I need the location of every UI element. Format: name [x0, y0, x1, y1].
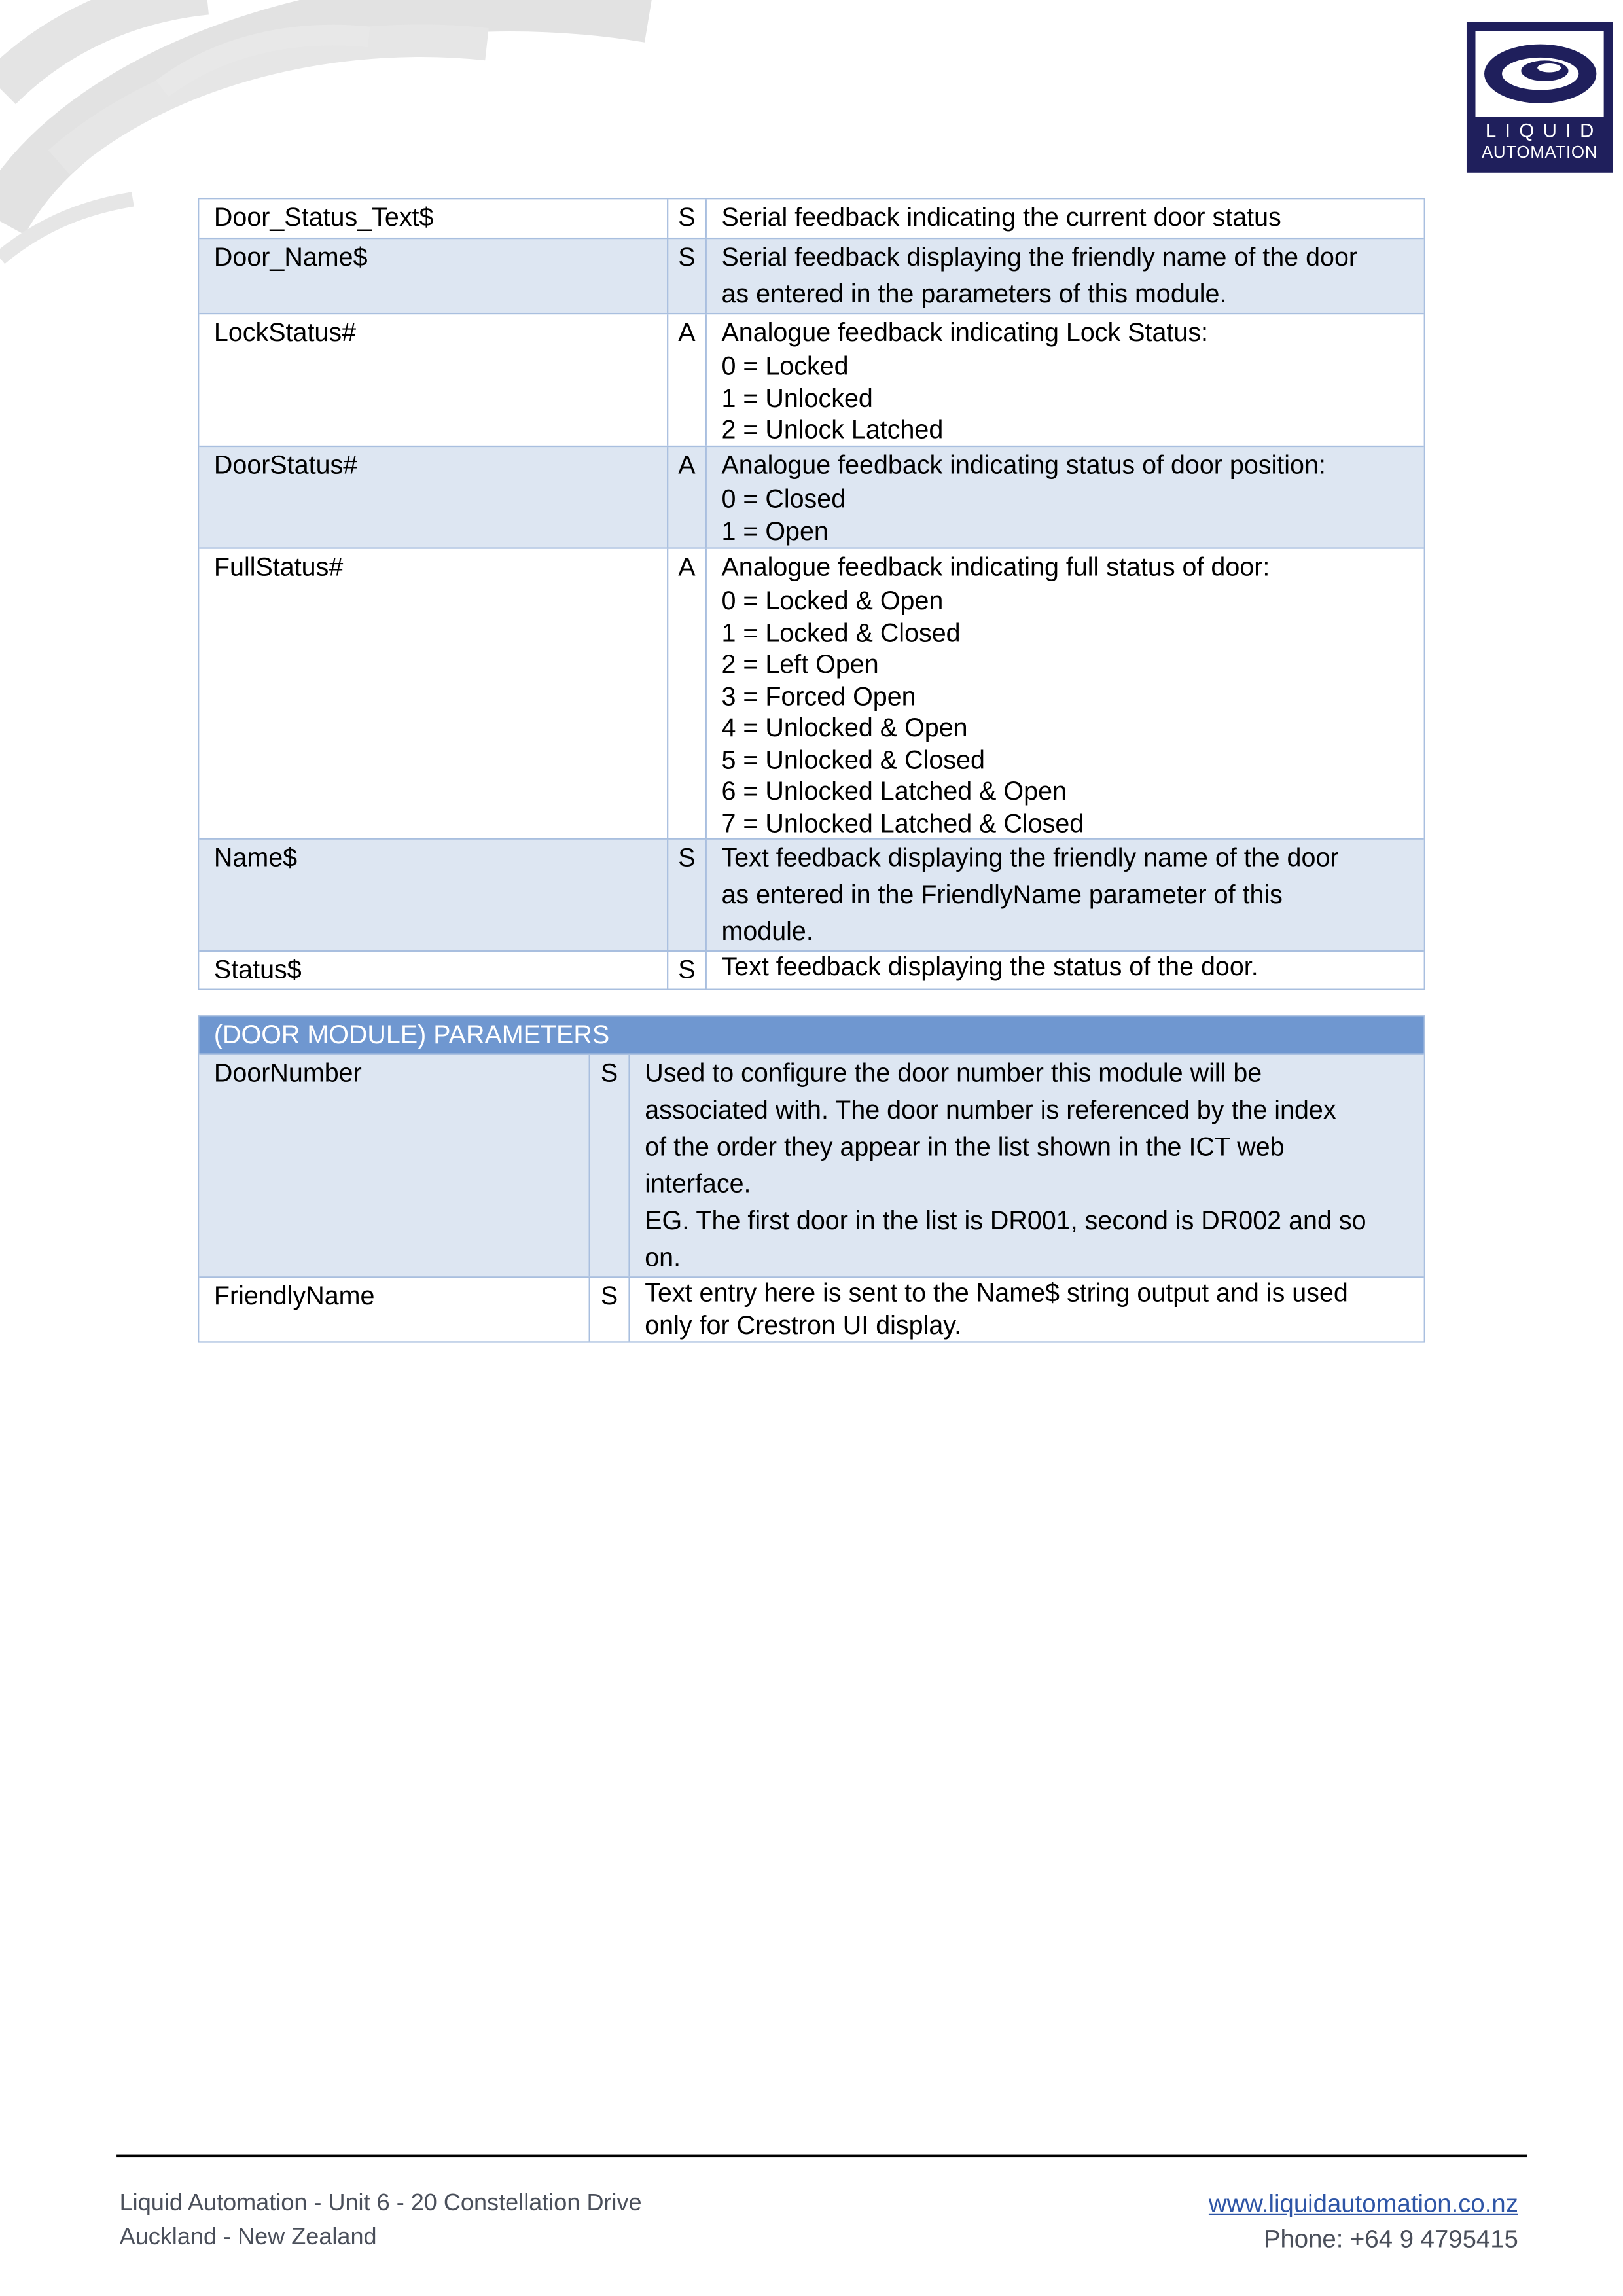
signal-name: Name$ — [213, 842, 298, 872]
signal-description-cell — [705, 447, 1424, 547]
signal-name-cell — [199, 314, 667, 446]
signal-description-cell — [628, 1278, 1423, 1341]
description-value-line: only for Crestron UI display. — [645, 1309, 962, 1339]
signal-type-cell — [667, 549, 705, 838]
footer-address-line1: Liquid Automation - Unit 6 - 20 Constellation Drive — [119, 2191, 642, 2217]
signal-type: A — [678, 552, 696, 582]
table-row — [199, 199, 1423, 238]
signal-name: FullStatus# — [213, 552, 344, 582]
signal-name: DoorStatus# — [213, 450, 358, 480]
description-line: Analogue feedback indicating Lock Status: — [721, 317, 1209, 347]
description-line: Serial feedback indicating the current door status — [721, 202, 1281, 232]
signal-type-cell — [667, 199, 705, 238]
signal-type: A — [678, 450, 696, 480]
signal-description-cell — [705, 952, 1424, 988]
signal-name: Door_Status_Text$ — [213, 202, 434, 232]
description-line: as entered in the FriendlyName parameter of this — [721, 879, 1283, 909]
signal-type-cell — [667, 239, 705, 313]
signal-description-cell — [705, 549, 1424, 838]
signal-type: S — [678, 242, 696, 272]
signal-type-cell — [667, 840, 705, 950]
footer-address — [120, 2187, 642, 2255]
signal-name-cell — [199, 952, 667, 988]
signal-description-cell — [705, 199, 1424, 238]
signal-name: Door_Name$ — [213, 242, 368, 272]
description-line: module. — [721, 916, 813, 946]
description-value-line: 6 = Unlocked Latched & Open — [721, 776, 1067, 806]
description-line: Analogue feedback indicating status of door position: — [721, 450, 1326, 480]
description-value-line: 0 = Locked — [721, 351, 849, 381]
parameters-table — [198, 1015, 1425, 1342]
description-line: on. — [645, 1242, 681, 1272]
signal-name-cell — [199, 239, 667, 313]
description-line: Used to configure the door number this module will be — [645, 1058, 1262, 1088]
logo-text-automation: AUTOMATION — [1481, 144, 1598, 162]
table-row — [199, 838, 1423, 950]
signal-description-cell — [705, 840, 1424, 950]
description-value-line: 2 = Unlock Latched — [721, 414, 944, 444]
table-row — [199, 547, 1423, 838]
signal-type-cell — [667, 447, 705, 547]
swirl-logo-icon — [1476, 31, 1604, 117]
description-value-line: 2 = Left Open — [721, 649, 879, 679]
footer-phone: Phone: +64 9 4795415 — [1263, 2225, 1518, 2253]
description-value-line: 1 = Open — [721, 515, 829, 546]
description-line: Serial feedback displaying the friendly name of the door — [721, 242, 1358, 272]
description-value-line: 0 = Locked & Open — [721, 586, 944, 616]
signal-name-cell — [199, 199, 667, 238]
description-line: Text feedback displaying the friendly name of the door — [721, 842, 1339, 872]
description-line: associated with. The door number is referenced by the index — [645, 1094, 1336, 1124]
liquid-automation-logo — [1467, 22, 1613, 173]
table-row — [199, 446, 1423, 548]
signal-type: S — [678, 202, 696, 232]
signal-name-cell — [199, 447, 667, 547]
signal-name: FriendlyName — [213, 1280, 375, 1310]
signal-type-cell — [667, 314, 705, 446]
description-line: EG. The first door in the list is DR001, second is DR002 and so — [645, 1205, 1366, 1236]
website-link[interactable]: www.liquidautomation.co.nz — [1208, 2189, 1518, 2218]
signal-type-cell — [589, 1278, 629, 1341]
description-value-line: 3 = Forced Open — [721, 681, 916, 711]
description-value-line: 5 = Unlocked & Closed — [721, 744, 985, 774]
description-value-line: 0 = Closed — [721, 484, 846, 514]
description-value-line: 4 = Unlocked & Open — [721, 712, 968, 743]
signal-description-cell — [705, 239, 1424, 313]
description-value-line: Text feedback displaying the status of the door. — [721, 952, 1258, 982]
table-row — [199, 1276, 1423, 1341]
parameters-table-header: (DOOR MODULE) PARAMETERS — [199, 1016, 1423, 1053]
signal-type: S — [600, 1280, 618, 1310]
signal-name-cell — [199, 1278, 588, 1341]
table-row — [199, 238, 1423, 313]
description-value-line: 1 = Unlocked — [721, 383, 873, 413]
description-line: Analogue feedback indicating full status of door: — [721, 552, 1270, 582]
description-line: interface. — [645, 1168, 751, 1198]
footer-address-line2: Auckland - New Zealand — [119, 2225, 377, 2251]
signal-name: DoorNumber — [213, 1058, 362, 1088]
signal-description-cell — [628, 1055, 1423, 1276]
outputs-table — [198, 198, 1425, 990]
table-row — [199, 1054, 1423, 1276]
description-value-line: Text entry here is sent to the Name$ string output and is used — [645, 1278, 1348, 1308]
footer-divider — [116, 2155, 1527, 2157]
signal-type: S — [600, 1058, 618, 1088]
description-value-line: 7 = Unlocked Latched & Closed — [721, 808, 1084, 838]
description-value-line: 1 = Locked & Closed — [721, 617, 961, 647]
signal-name: LockStatus# — [213, 317, 357, 347]
signal-name-cell — [199, 840, 667, 950]
signal-type: S — [678, 954, 696, 984]
signal-name: Status$ — [213, 954, 302, 984]
signal-type: A — [678, 317, 696, 347]
signal-type: S — [678, 842, 696, 872]
footer-contact — [1209, 2187, 1518, 2256]
signal-name-cell — [199, 1055, 588, 1276]
logo-text-liquid: LIQUID — [1485, 119, 1603, 142]
signal-type-cell — [589, 1055, 629, 1276]
signal-description-cell — [705, 314, 1424, 446]
table-row — [199, 313, 1423, 446]
description-line: as entered in the parameters of this module. — [721, 279, 1227, 309]
signal-type-cell — [667, 952, 705, 988]
table-row — [199, 950, 1423, 989]
description-line: of the order they appear in the list shown in the ICT web — [645, 1132, 1285, 1162]
signal-name-cell — [199, 549, 667, 838]
